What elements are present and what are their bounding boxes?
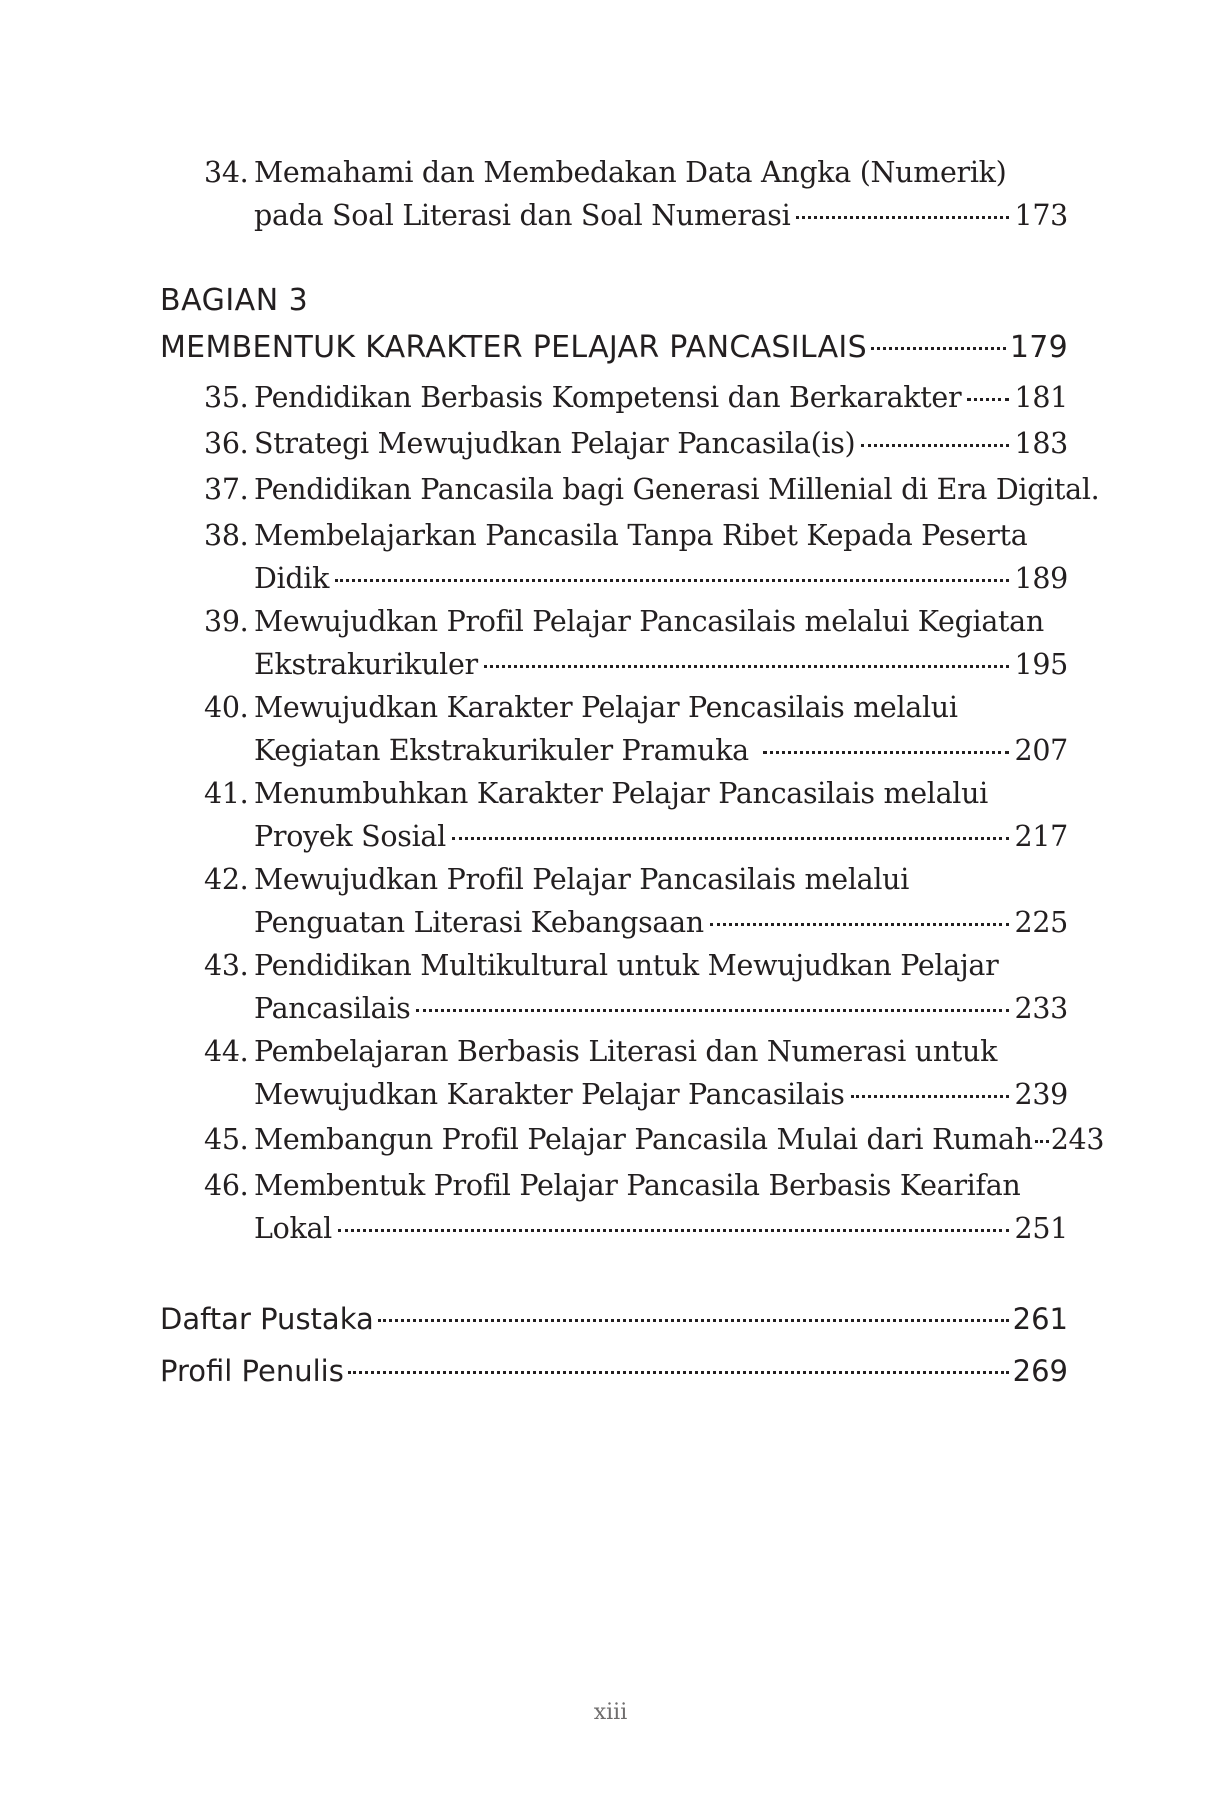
toc-entry-42[interactable] [204, 858, 1068, 944]
entry-title: Membangun Profil Pelajar Pancasila Mulai dari Rumah [254, 1123, 1033, 1156]
dot-leader [335, 579, 1008, 582]
entry-number: 34. [204, 156, 249, 189]
dot-leader [861, 444, 1008, 447]
dot-leader [452, 837, 1009, 840]
entry-title-line1: Mewujudkan Profil Pelajar Pancasilais melalui Kegiatan [254, 605, 1044, 638]
toc-entry-daftar-pustaka[interactable] [160, 1299, 1068, 1339]
entry-title-line1: Membelajarkan Pancasila Tanpa Ribet Kepada Peserta [254, 519, 1028, 552]
backmatter-title: Daftar Pustaka [160, 1302, 374, 1336]
entry-page-number: 243 [1050, 1123, 1105, 1156]
entry-title-line2: Didik [254, 562, 330, 595]
entry-number: 41. [204, 777, 249, 810]
toc-entry-44[interactable] [204, 1030, 1068, 1116]
entry-page-number: 207 [1014, 734, 1068, 767]
entry-number: 40. [204, 691, 249, 724]
dot-leader [851, 1095, 1009, 1098]
page-number: xiii [593, 1700, 628, 1725]
entry-page-number: 183 [1014, 427, 1068, 460]
entry-title-line2: Pancasilais [254, 992, 411, 1025]
backmatter-title: Profil Penulis [160, 1354, 344, 1388]
entry-page-number: 233 [1014, 992, 1068, 1025]
entry-title: Pendidikan Berbasis Kompetensi dan Berkarakter [254, 381, 962, 414]
toc-entry-profil-penulis[interactable] [160, 1351, 1068, 1391]
dot-leader [416, 1009, 1008, 1012]
entry-number: 43. [204, 949, 249, 982]
toc-entry-41[interactable] [204, 772, 1068, 858]
entry-page-number: 217 [1014, 820, 1068, 853]
dot-leader [484, 665, 1009, 668]
entry-title: Strategi Mewujudkan Pelajar Pancasila(is) [254, 427, 856, 460]
dot-leader [871, 347, 1006, 350]
entry-title-line1: Pembelajaran Berbasis Literasi dan Numerasi untuk [254, 1035, 998, 1068]
entry-title-line1: Mewujudkan Karakter Pelajar Pencasilais melalui [254, 691, 958, 724]
entry-title-line1: Memahami dan Membedakan Data Angka (Numerik) [254, 156, 1007, 189]
entry-page-number: 189 [1014, 562, 1068, 595]
toc-entry-40[interactable] [204, 686, 1068, 772]
entry-title-line2: Ekstrakurikuler [254, 648, 478, 681]
dot-leader [710, 923, 1009, 926]
entry-number: 46. [204, 1169, 249, 1202]
entry-title-line2: Proyek Sosial [254, 820, 446, 853]
toc-entry-43[interactable] [204, 944, 1068, 1030]
entry-number: 39. [204, 605, 249, 638]
entry-number: 45. [204, 1123, 249, 1156]
dot-leader [378, 1319, 1009, 1322]
toc-entry-37[interactable] [204, 468, 1100, 511]
entry-number: 38. [204, 519, 249, 552]
entry-title-line2: pada Soal Literasi dan Soal Numerasi [254, 199, 791, 232]
toc-entry-35[interactable] [204, 376, 1068, 419]
toc-entry-45[interactable] [204, 1118, 1105, 1161]
entry-page-number: 195 [1014, 648, 1068, 681]
backmatter-page-number: 261 [1012, 1302, 1068, 1336]
dot-leader [348, 1371, 1009, 1374]
backmatter-page-number: 269 [1012, 1354, 1068, 1388]
section-title: MEMBENTUK KARAKTER PELAJAR PANCASILAIS [160, 330, 867, 365]
dot-leader [763, 751, 1009, 754]
entry-title: Pendidikan Pancasila bagi Generasi Millenial di Era Digital. [254, 473, 1100, 506]
entry-title-line2: Mewujudkan Karakter Pelajar Pancasilais [254, 1078, 845, 1111]
entry-page-number: 173 [1014, 199, 1068, 232]
entry-page-number: 239 [1014, 1078, 1068, 1111]
entry-page-number: 225 [1014, 906, 1068, 939]
section-title-entry[interactable] [160, 328, 1068, 368]
entry-title-line1: Menumbuhkan Karakter Pelajar Pancasilais melalui [254, 777, 988, 810]
entry-title-line2: Penguatan Literasi Kebangsaan [254, 906, 704, 939]
toc-entry-46[interactable] [204, 1164, 1068, 1250]
entry-title-line1: Membentuk Profil Pelajar Pancasila Berbasis Kearifan [254, 1169, 1021, 1202]
dot-leader [967, 398, 1008, 401]
entry-title-line1: Mewujudkan Profil Pelajar Pancasilais melalui [254, 863, 910, 896]
section-page-number: 179 [1009, 330, 1068, 365]
entry-number: 37. [204, 473, 249, 506]
toc-entry-34[interactable] [204, 151, 1068, 237]
entry-page-number: 251 [1014, 1212, 1068, 1245]
dot-leader [796, 216, 1008, 219]
entry-page-number: 181 [1014, 381, 1068, 414]
entry-number: 44. [204, 1035, 249, 1068]
entry-title-line2: Lokal [254, 1212, 332, 1245]
toc-entry-38[interactable] [204, 514, 1068, 600]
dot-leader [338, 1229, 1009, 1232]
section-label: BAGIAN 3 [160, 283, 309, 318]
dot-leader [1035, 1140, 1049, 1143]
entry-number: 42. [204, 863, 249, 896]
toc-entry-39[interactable] [204, 600, 1068, 686]
toc-entry-36[interactable] [204, 422, 1068, 465]
entry-number: 36. [204, 427, 249, 460]
entry-title-line1: Pendidikan Multikultural untuk Mewujudkan Pelajar [254, 949, 999, 982]
entry-title-line2: Kegiatan Ekstrakurikuler Pramuka [254, 734, 749, 767]
entry-number: 35. [204, 381, 249, 414]
